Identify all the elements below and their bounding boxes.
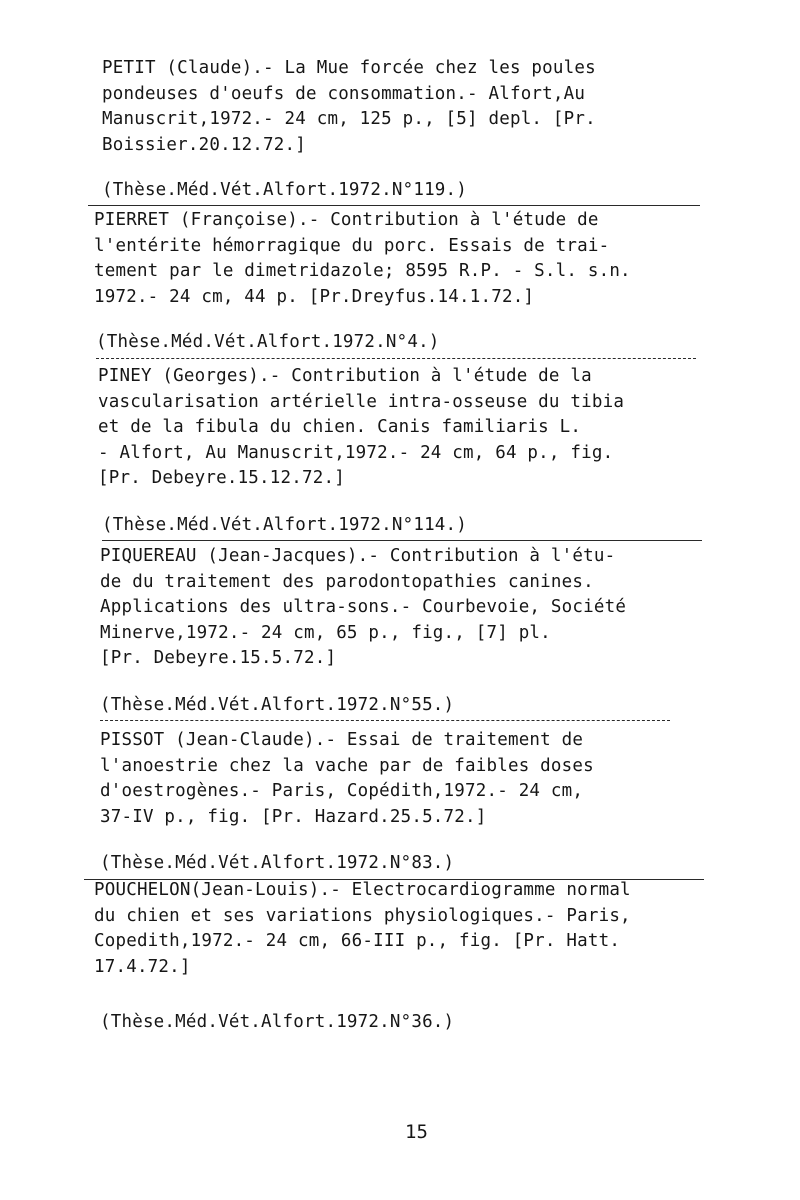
bibliography-entry: [94, 878, 714, 980]
entry-citation: POUCHELON(Jean-Louis).- Electrocardiogramme normal du chien et ses variations physiologiques.- Paris, Copedith,1972.- 24 cm, 66-III p., fig. [Pr. Hatt. 17.4.72.]: [94, 880, 631, 977]
entry-divider: [102, 540, 702, 541]
bibliography-entry: [100, 728, 720, 830]
entry-citation: PETIT (Claude).- La Mue forcée chez les poules pondeuses d'oeufs de consommation.- Alfort,Au Manuscrit,1972.- 24 cm, 125 p., [5] depl. [Pr. Boissier.20.12.72.]: [102, 58, 596, 155]
thesis-note: (Thèse.Méd.Vét.Alfort.1972.N°55.): [100, 695, 455, 715]
bibliography-entry: [102, 56, 722, 158]
thesis-note: (Thèse.Méd.Vét.Alfort.1972.N°83.): [100, 853, 455, 873]
thesis-note: (Thèse.Méd.Vét.Alfort.1972.N°4.): [96, 332, 440, 352]
entry-divider: [88, 205, 700, 206]
entry-divider: [96, 358, 696, 359]
entry-citation: PISSOT (Jean-Claude).- Essai de traitement de l'anoestrie chez la vache par de faibles doses d'oestrogènes.- Paris, Copédith,1972.- 24 cm, 37-IV p., fig. [Pr. Hazard.25.5.72.]: [100, 730, 594, 827]
thesis-note: (Thèse.Méd.Vét.Alfort.1972.N°119.): [102, 180, 468, 200]
entry-citation: PINEY (Georges).- Contribution à l'étude de la vascularisation artérielle intra-osseuse du tibia et de la fibula du chien. Canis familiaris L. - Alfort, Au Manuscrit,1972.- 24 cm, 64 p., fig. [Pr. Debeyre.15.12.72.]: [98, 366, 625, 488]
bibliography-entry: [98, 364, 718, 492]
entry-divider: [100, 720, 670, 721]
entry-citation: PIERRET (Françoise).- Contribution à l'étude de l'entérite hémorragique du porc. Essais de trai- tement par le dimetridazole; 8595 R.P. - S.l. s.n. 1972.- 24 cm, 44 p. [Pr.Dreyfus.14.1.72.]: [94, 210, 631, 307]
page-number: 15: [405, 1121, 428, 1143]
thesis-note: (Thèse.Méd.Vét.Alfort.1972.N°114.): [102, 515, 468, 535]
entry-citation: PIQUEREAU (Jean-Jacques).- Contribution à l'étu- de du traitement des parodontopathies canines. Applications des ultra-sons.- Courbevoie, Société Minerve,1972.- 24 cm, 65 p., fig., [7] pl. [Pr. Debeyre.15.5.72.]: [100, 546, 627, 668]
bibliography-entry: [94, 208, 714, 310]
thesis-note: (Thèse.Méd.Vét.Alfort.1972.N°36.): [100, 1012, 455, 1032]
bibliography-entry: [100, 544, 720, 672]
